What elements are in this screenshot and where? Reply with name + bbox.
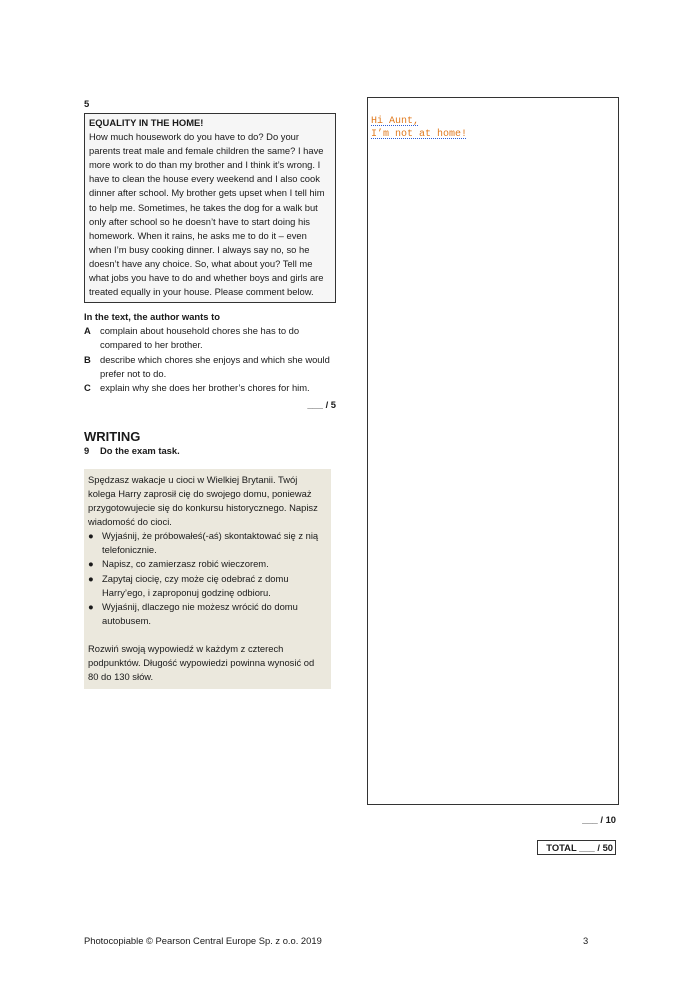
option-letter: A bbox=[84, 325, 91, 337]
bullet-icon: ● bbox=[88, 530, 94, 542]
bullet-icon: ● bbox=[88, 558, 94, 570]
exam-task-bullets bbox=[88, 529, 327, 628]
section-number: 5 bbox=[84, 99, 90, 110]
list-item: ● Wyjaśnij, dlaczego nie możesz wrócić do domu autobusem. bbox=[88, 600, 327, 628]
option-letter: B bbox=[84, 353, 91, 365]
option-b[interactable] bbox=[84, 353, 336, 381]
question-stem: In the text, the author wants to bbox=[84, 311, 220, 323]
bullet-icon: ● bbox=[88, 572, 94, 584]
writing-score: ___ / 10 bbox=[582, 814, 616, 825]
list-item: ● Napisz, co zamierzasz robić wieczorem. bbox=[88, 557, 327, 571]
section-score: ___ / 5 bbox=[307, 398, 336, 410]
answer-text-area[interactable] bbox=[367, 97, 619, 805]
task-instruction: Do the exam task. bbox=[100, 444, 180, 456]
option-c[interactable] bbox=[84, 381, 336, 395]
option-letter: C bbox=[84, 381, 91, 393]
exam-task-box bbox=[84, 469, 331, 689]
option-text: explain why she does her brother’s chores for him. bbox=[100, 381, 310, 393]
list-item: ● Zapytaj ciocię, czy może cię odebrać z domu Harry’ego, i zaproponuj godzinę odbioru. bbox=[88, 572, 327, 600]
task-number: 9 bbox=[84, 444, 90, 456]
reading-text-box bbox=[84, 113, 336, 303]
left-column bbox=[84, 99, 336, 689]
exam-task-outro: Rozwiń swoją wypowiedź w każdym z czterech podpunktów. Długość wypowiedzi powinna wynosić od 80 do 130 słów. bbox=[88, 642, 315, 683]
writing-heading: WRITING bbox=[84, 428, 141, 444]
answer-text[interactable] bbox=[371, 115, 467, 141]
page-number: 3 bbox=[583, 935, 589, 946]
list-item: ● Wyjaśnij, że próbowałeś(-aś) skontaktować się z nią telefonicznie. bbox=[88, 529, 327, 557]
answer-line-1: Hi Aunt, bbox=[371, 116, 420, 127]
option-a[interactable] bbox=[84, 324, 336, 352]
question-block bbox=[84, 310, 336, 412]
option-text: complain about household chores she has to do compared to her brother. bbox=[100, 325, 300, 351]
exam-task-intro: Spędzasz wakacje u cioci w Wielkiej Brytanii. Twój kolega Harry zaprosił cię do swojego domu, ponieważ przygotowujecie się do konkursu historycznego. Napisz wiadomość do cioci. bbox=[88, 473, 318, 528]
reading-text-body: How much housework do you have to do? Do your parents treat male and female children the same? I have more work to do than my brother and I think it’s wrong. I have to clean the house every weekend and I also cook dinner after school. My brother gets upset when I tell him to help me. Sometimes, he takes the dog for a walk but only after school so he doesn’t have to start doing his homework. When it rains, he asks me to do it – even when I’m busy cooking dinner. I always say no, so he doesn’t have any choice. So, what about you? Tell me what jobs you have to do and whether boys and girls are treated equally in your house. Please comment below. bbox=[89, 131, 325, 298]
reading-text-title: EQUALITY IN THE HOME! bbox=[89, 117, 204, 128]
total-score-box: TOTAL ___ / 50 bbox=[537, 840, 616, 855]
option-text: describe which chores she enjoys and which she would prefer not to do. bbox=[100, 353, 330, 379]
bullet-icon: ● bbox=[88, 600, 94, 612]
task-instruction-line bbox=[84, 444, 336, 458]
answer-line-2: I’m not at home! bbox=[371, 129, 468, 140]
footer-copyright: Photocopiable © Pearson Central Europe Sp. z o.o. 2019 bbox=[84, 935, 322, 946]
